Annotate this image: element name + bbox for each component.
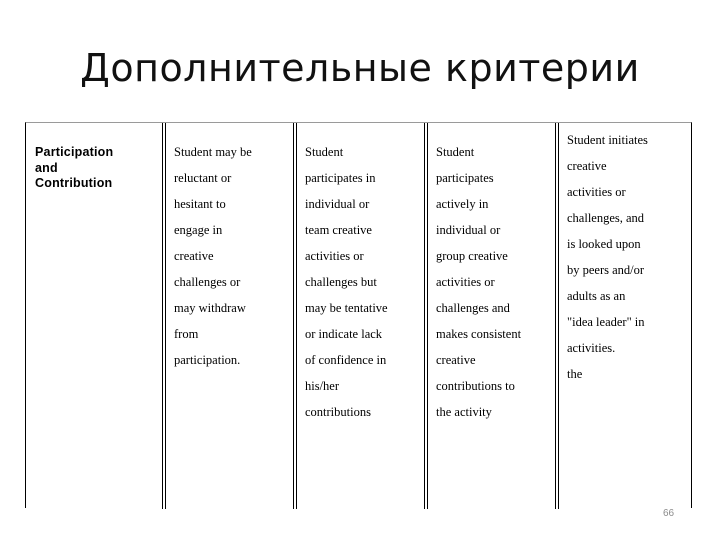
level-2-column	[297, 123, 428, 509]
level-3-description: Student participates actively in individual or group creative activities or challenges and makes consistent creative contributions to the activity	[436, 145, 522, 419]
page-number: 66	[663, 508, 675, 519]
rubric-table	[25, 122, 692, 508]
level-3-column	[428, 123, 559, 509]
level-2-description: Student participates in individual or team creative activities or challenges but may be tentative or indicate lack of confidence in his/her contributions	[305, 145, 388, 419]
slide-title: Дополнительные критерии	[80, 46, 640, 90]
level-1-description: Student may be reluctant or hesitant to engage in creative challenges or may withdraw from participation.	[174, 145, 252, 367]
level-4-column	[559, 123, 691, 509]
level-1-column	[166, 123, 297, 509]
criterion-column	[26, 123, 166, 509]
level-4-description: Student initiates creative activities or challenges, and is looked upon by peers and/or adults as an "idea leader" in activities. the	[567, 133, 648, 381]
criterion-label: Participation and Contribution	[35, 145, 114, 190]
